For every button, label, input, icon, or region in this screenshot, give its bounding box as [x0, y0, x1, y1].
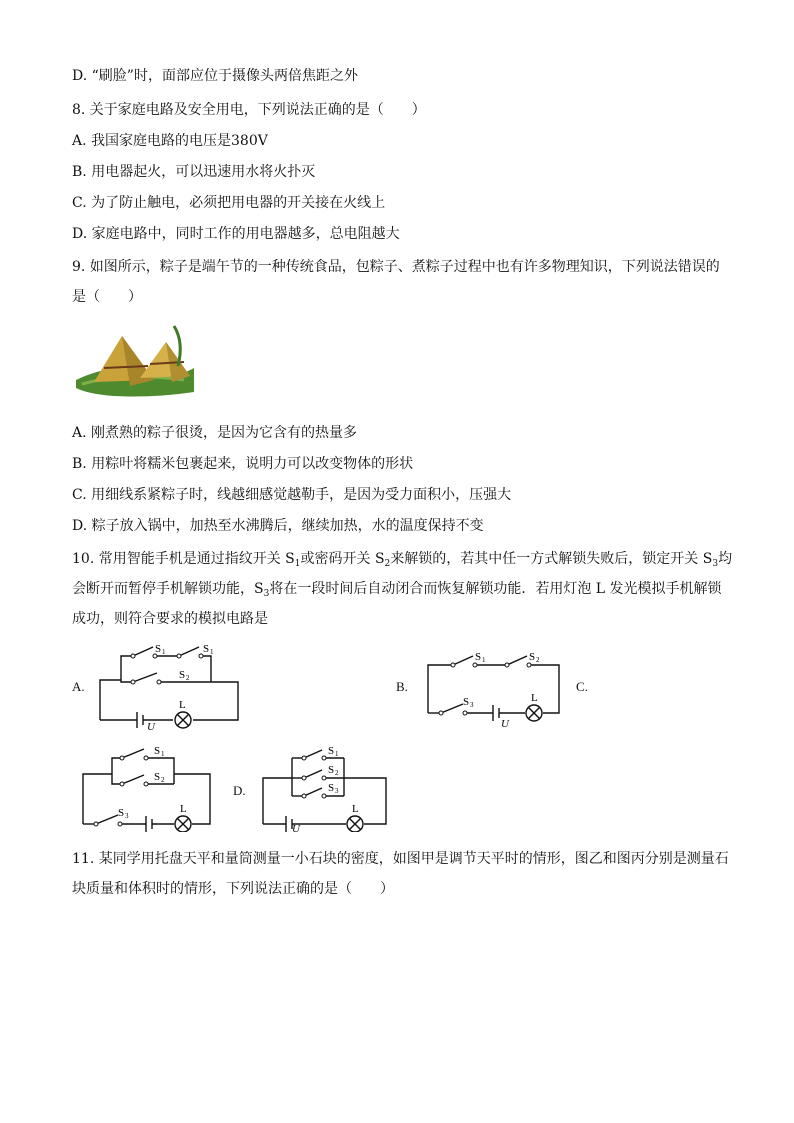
lamp-label: L [179, 699, 186, 711]
q11-stem-line-1: 11. 某同学用托盘天平和量筒测量一小石块的密度，如图甲是调节天平时的情形，图乙和图丙分别是测量石 [72, 851, 729, 867]
subscript: 2 [186, 674, 190, 682]
zongzi-image [74, 322, 196, 400]
q10-stem-line-3: 成功，则符合要求的模拟电路是 [72, 611, 268, 627]
q10-text: 均 [718, 551, 733, 567]
q9-option-a: A. 刚煮熟的粽子很烫，是因为它含有的热量多 [72, 425, 358, 441]
s1-label: S [475, 651, 482, 663]
lamp-label: L [352, 803, 359, 815]
s1-label: S [203, 643, 210, 655]
q10-text: 会断开而暂停手机解锁功能，S [72, 581, 264, 597]
source-label: U [147, 721, 155, 730]
q8-option-c: C. 为了防止触电，必须把用电器的开关接在火线上 [72, 195, 386, 211]
subscript: 3 [470, 701, 474, 709]
subscript: 3 [712, 559, 719, 569]
q9-stem-line-1: 9. 如图所示，粽子是端午节的一种传统食品，包粽子、煮粽子过程中也有许多物理知识，下列说法错误的 [72, 259, 720, 275]
subscript: 1 [162, 648, 166, 656]
circuit-label-b: B. [396, 679, 408, 694]
circuit-label-c: C. [576, 679, 588, 694]
subscript: 2 [335, 769, 339, 777]
s1-label: S [155, 643, 162, 655]
subscript: 2 [161, 776, 165, 784]
s3-label: S [328, 782, 335, 794]
subscript: 2 [536, 656, 540, 664]
q9-option-d: D. 粽子放入锅中，加热至水沸腾后，继续加热，水的温度保持不变 [72, 518, 484, 534]
q8-option-a: A. 我国家庭电路的电压是380V [72, 133, 268, 149]
q10-stem-line-2 [72, 580, 722, 598]
q9-option-c: C. 用细线系紧粽子时，线越细感觉越勒手，是因为受力面积小，压强大 [72, 487, 512, 503]
q10-text: 10. 常用智能手机是通过指纹开关 S [72, 551, 295, 567]
subscript: 1 [161, 750, 165, 758]
s2-label: S [529, 651, 536, 663]
subscript: 1 [210, 648, 214, 656]
circuit-b-diagram [423, 647, 565, 731]
subscript: 3 [125, 812, 129, 820]
q10-stem-line-1 [72, 550, 732, 568]
source-label: U [292, 823, 300, 832]
q10-text: 来解锁的，若其中任一方式解锁失败后，锁定开关 S [390, 551, 713, 567]
q8-option-d: D. 家庭电路中，同时工作的用电器越多，总电阻越大 [72, 226, 400, 242]
circuit-c-diagram [78, 740, 218, 832]
q9-option-b: B. 用粽叶将糯米包裹起来，说明力可以改变物体的形状 [72, 456, 414, 472]
circuit-a-diagram [95, 638, 245, 730]
q10-text: 将在一段时间后自动闭合而恢复解锁功能．若用灯泡 L 发光模拟手机解锁 [269, 581, 722, 597]
circuit-label-d: D. [233, 783, 246, 798]
subscript: 3 [335, 787, 339, 795]
source-label: U [501, 718, 509, 730]
circuit-d-diagram [258, 740, 398, 832]
s3-label: S [463, 696, 470, 708]
q7-option-d: D. “刷脸”时，面部应位于摄像头两倍焦距之外 [72, 68, 358, 84]
q8-stem: 8. 关于家庭电路及安全用电，下列说法正确的是（ ） [72, 102, 426, 118]
q9-stem-line-2: 是（ ） [72, 289, 142, 305]
subscript: 2 [384, 559, 391, 569]
s2-label: S [179, 669, 186, 681]
lamp-label: L [531, 692, 538, 704]
q10-text: 或密码开关 S [300, 551, 385, 567]
s3-label: S [118, 807, 125, 819]
subscript: 1 [294, 559, 301, 569]
s2-label: S [154, 771, 161, 783]
circuit-label-a: A. [72, 679, 85, 694]
subscript: 1 [482, 656, 486, 664]
q8-option-b: B. 用电器起火，可以迅速用水将火扑灭 [72, 164, 316, 180]
subscript: 1 [335, 750, 339, 758]
lamp-label: L [180, 803, 187, 815]
q11-stem-line-2: 块质量和体积时的情形，下列说法正确的是（ ） [72, 881, 394, 897]
s2-label: S [328, 764, 335, 776]
subscript: 3 [263, 589, 270, 599]
s1-label: S [328, 745, 335, 757]
s1-label: S [154, 745, 161, 757]
